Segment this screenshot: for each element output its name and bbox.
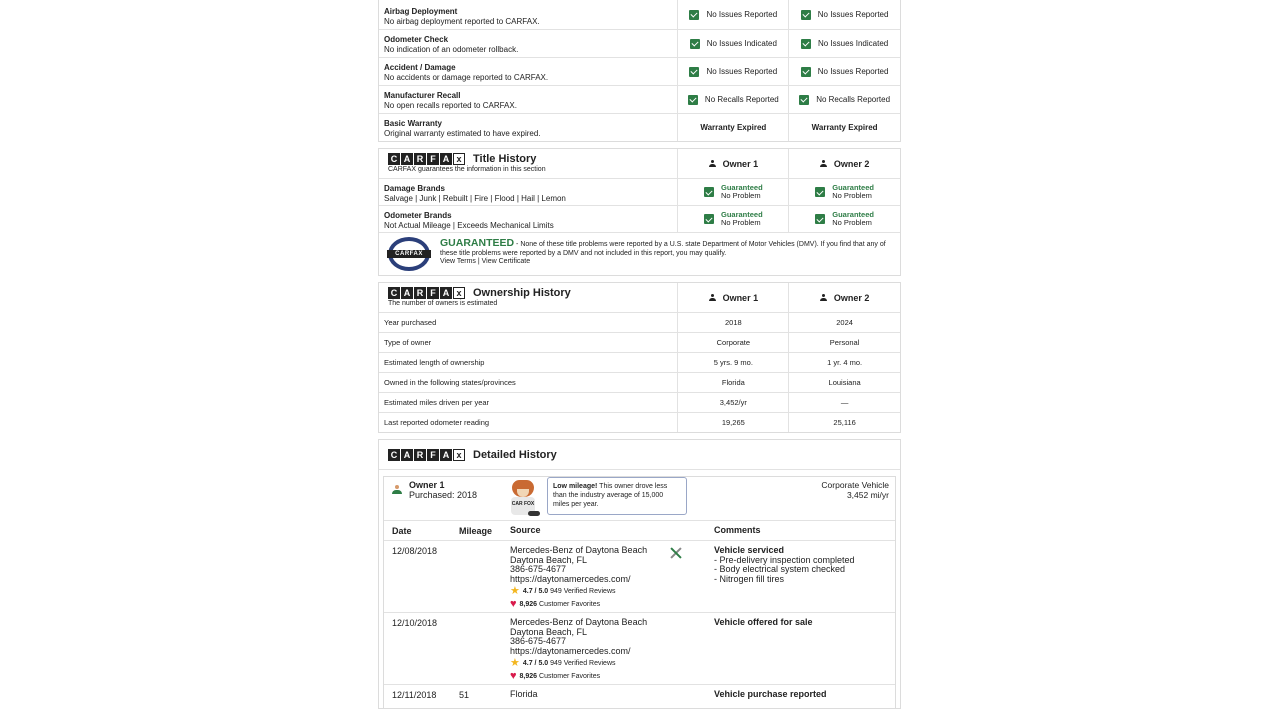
favorites-label: Customer Favorites <box>539 672 601 680</box>
logo-letter: C <box>388 153 400 165</box>
status-text: Warranty Expired <box>811 123 878 132</box>
check-row-airbag <box>379 0 900 30</box>
logo-letter: A <box>440 287 452 299</box>
ownership-row <box>379 413 900 432</box>
record-date: 12/11/2018 <box>392 690 437 700</box>
comment-item: - Nitrogen fill tires <box>714 573 785 584</box>
owner2-header <box>789 149 900 178</box>
mascot-shirt: CAR FOX <box>511 497 535 515</box>
favorites-count: 8,926 <box>519 672 538 680</box>
owner2-guarantee <box>789 179 900 205</box>
logo-letter: F <box>427 153 439 165</box>
owner1-status <box>678 30 789 57</box>
verified-reviews-link[interactable]: 949 Verified Reviews <box>550 588 616 595</box>
history-record <box>384 684 895 709</box>
status-text: No Recalls Reported <box>704 95 779 104</box>
record-date: 12/10/2018 <box>392 618 438 628</box>
owner1-value: Corporate <box>678 333 789 352</box>
logo-letter: A <box>401 287 413 299</box>
badge-text: CARFAX <box>387 250 431 258</box>
owner2-status <box>789 86 900 113</box>
dealer-name: Mercedes-Benz of Daytona Beach <box>510 545 648 555</box>
history-record <box>384 540 895 612</box>
status-text: No Issues Reported <box>817 67 889 76</box>
owner1-value: 5 yrs. 9 mo. <box>678 353 789 372</box>
status-text: No Issues Reported <box>706 67 778 76</box>
logo-letter: R <box>414 287 426 299</box>
checkmark-icon <box>801 10 811 20</box>
status-text: No Issues Reported <box>706 10 778 19</box>
favorites-label: Customer Favorites <box>539 600 601 608</box>
logo-letter: x <box>453 153 465 165</box>
history-record <box>384 612 895 684</box>
carfax-logo <box>388 449 465 461</box>
carfax-guarantee-badge <box>388 237 430 271</box>
ownership-history-section <box>378 282 901 433</box>
comment-title: Vehicle offered for sale <box>714 617 813 627</box>
record-date: 12/08/2018 <box>392 546 438 556</box>
guaranteed-label: Guaranteed <box>832 182 874 192</box>
logo-letter: A <box>401 449 413 461</box>
owner-type: Corporate Vehicle <box>821 480 889 490</box>
owner1-header <box>678 283 789 312</box>
link-separator: | <box>475 258 482 265</box>
owner1-guarantee <box>678 206 789 232</box>
detailed-history-header <box>379 440 900 470</box>
no-problem-label: No Problem <box>832 191 872 200</box>
record-mileage <box>459 541 510 612</box>
checkmark-icon <box>815 187 825 197</box>
record-location: Florida <box>510 689 538 699</box>
row-label: Owned in the following states/provinces <box>379 373 678 392</box>
owner1-value: 3,452/yr <box>678 393 789 412</box>
dealer-name: Mercedes-Benz of Daytona Beach <box>510 617 648 627</box>
row-label: Last reported odometer reading <box>379 413 678 432</box>
report-page <box>378 0 901 709</box>
owner2-value: 2024 <box>836 318 853 327</box>
guaranteed-label: Guaranteed <box>832 209 874 219</box>
col-comments: Comments <box>714 525 761 535</box>
owner2-header <box>789 283 900 312</box>
status-text: No Issues Indicated <box>706 39 777 48</box>
logo-letter: x <box>453 287 465 299</box>
owner2-value: Personal <box>829 338 860 347</box>
checkmark-icon <box>689 67 699 77</box>
col-icon-spacer <box>674 521 714 540</box>
section-title: Ownership History <box>473 287 571 299</box>
owner2-value: Louisiana <box>828 378 861 387</box>
no-problem-label: No Problem <box>720 191 761 200</box>
owner1-value: 19,265 <box>678 413 789 432</box>
col-date: Date <box>392 526 412 536</box>
owner1-history-table <box>383 476 896 709</box>
owner2-value: 25,116 <box>833 418 856 427</box>
check-desc: No indication of an odometer rollback. <box>384 45 519 54</box>
guaranteed-label: Guaranteed <box>720 209 763 219</box>
owner2-guarantee <box>789 206 900 232</box>
owner1-guarantee <box>678 179 789 205</box>
guaranteed-heading: GUARANTEED <box>440 237 515 249</box>
row-label: Year purchased <box>379 313 678 332</box>
checkmark-icon <box>704 214 714 224</box>
person-icon <box>709 160 716 167</box>
record-comments <box>714 613 895 684</box>
checkmark-icon <box>689 10 699 20</box>
guaranteed-label: Guaranteed <box>720 182 763 192</box>
row-title: Odometer Brands <box>384 211 452 220</box>
carfax-logo <box>388 153 465 165</box>
purchased-year: Purchased: 2018 <box>409 490 478 500</box>
service-wrench-icon <box>669 546 683 560</box>
dealer-phone: 386-675-4677 <box>510 564 567 574</box>
check-desc: No accidents or damage reported to CARFAX. <box>384 73 549 82</box>
section-title: Detailed History <box>473 448 557 461</box>
ownership-row <box>379 373 900 393</box>
owner-rate: 3,452 mi/yr <box>846 490 889 500</box>
dealer-rating: 4.7 / 5.0 <box>522 660 549 667</box>
record-comments <box>714 685 895 709</box>
owner1-header <box>678 149 789 178</box>
owner-name: Owner 1 <box>409 480 445 490</box>
title-history-section <box>378 148 901 276</box>
owner1-status <box>678 114 789 141</box>
ownership-row <box>379 393 900 413</box>
owner2-status <box>789 30 900 57</box>
logo-letter: A <box>401 153 413 165</box>
owner-label: Owner 2 <box>833 158 870 169</box>
detailed-history-section <box>378 439 901 709</box>
dealer-location: Daytona Beach, FL <box>510 626 588 637</box>
owner1-value: 2018 <box>678 313 789 332</box>
owner1-status <box>678 0 789 29</box>
owner2-value: — <box>840 398 849 407</box>
check-row-warranty <box>379 114 900 141</box>
col-mileage: Mileage <box>459 526 493 536</box>
owner-label: Owner 1 <box>722 292 759 303</box>
tip-text: This owner drove less than the industry average of 15,000 miles per year. <box>553 483 668 508</box>
view-terms-link[interactable]: View Terms <box>440 258 476 265</box>
comment-title: Vehicle serviced <box>714 545 785 555</box>
status-text: Warranty Expired <box>700 123 767 132</box>
record-source <box>510 541 674 612</box>
logo-letter: F <box>427 449 439 461</box>
row-title: Damage Brands <box>384 184 445 193</box>
person-icon <box>709 294 716 301</box>
owner1-status <box>678 86 789 113</box>
dealer-website-link[interactable]: https://daytonamercedes.com/ <box>510 573 631 584</box>
check-title: Basic Warranty <box>384 119 442 128</box>
ownership-row <box>379 333 900 353</box>
dealer-location: Daytona Beach, FL <box>510 554 588 565</box>
row-desc: Not Actual Mileage | Exceeds Mechanical Limits <box>384 221 554 230</box>
logo-letter: C <box>388 287 400 299</box>
dealer-rating: 4.7 / 5.0 <box>522 588 549 595</box>
logo-letter: A <box>440 153 452 165</box>
section-subtitle: CARFAX guarantees the information in this section <box>388 166 546 173</box>
comment-title: Vehicle purchase reported <box>714 689 827 699</box>
dealer-phone: 386-675-4677 <box>510 636 567 646</box>
person-icon <box>820 160 827 167</box>
record-source <box>510 685 674 709</box>
check-title: Manufacturer Recall <box>384 91 461 100</box>
low-mileage-tip <box>547 477 687 515</box>
section-title: Title History <box>473 153 537 165</box>
check-desc: No open recalls reported to CARFAX. <box>384 101 517 110</box>
title-row-damage-brands <box>379 179 900 206</box>
person-icon <box>820 294 827 301</box>
owner1-status <box>678 58 789 85</box>
history-checks-table <box>378 0 901 142</box>
comment-item: - Pre-delivery inspection completed <box>714 554 855 565</box>
checkmark-icon <box>799 95 809 105</box>
guarantee-banner <box>379 233 900 275</box>
section-subtitle: The number of owners is estimated <box>388 300 498 307</box>
title-row-odometer-brands <box>379 206 900 233</box>
checkmark-icon <box>801 39 811 49</box>
logo-letter: C <box>388 449 400 461</box>
checkmark-icon <box>690 39 700 49</box>
owner2-status <box>789 0 900 29</box>
owner-summary <box>384 477 895 520</box>
record-comments <box>714 541 895 612</box>
status-text: No Issues Reported <box>817 10 889 19</box>
owner-person-icon <box>392 485 401 494</box>
logo-letter: F <box>427 287 439 299</box>
no-problem-label: No Problem <box>720 218 761 227</box>
star-icon: ★ <box>510 657 520 669</box>
checkmark-icon <box>801 67 811 77</box>
view-certificate-link[interactable]: View Certificate <box>481 258 531 265</box>
owner1-value: Florida <box>678 373 789 392</box>
dealer-website-link[interactable]: https://daytonamercedes.com/ <box>510 645 631 656</box>
record-source <box>510 613 674 684</box>
col-source: Source <box>510 525 541 535</box>
heart-icon: ♥ <box>510 597 517 610</box>
status-text: No Recalls Reported <box>816 95 891 104</box>
row-label: Estimated length of ownership <box>379 353 678 372</box>
record-mileage: 51 <box>459 690 470 700</box>
logo-letter: x <box>453 449 465 461</box>
ownership-row <box>379 353 900 373</box>
row-label: Type of owner <box>379 333 678 352</box>
favorites-count: 8,926 <box>519 600 538 608</box>
check-desc: No airbag deployment reported to CARFAX. <box>384 17 540 26</box>
ownership-row <box>379 313 900 333</box>
owner2-value: 1 yr. 4 mo. <box>827 358 863 367</box>
history-table-header <box>384 520 895 540</box>
owner2-status <box>789 58 900 85</box>
comment-item: - Body electrical system checked <box>714 564 846 574</box>
guarantee-text: - None of these title problems were reported by a U.S. state Department of Motor Vehicles (DMV). If you find that any of these title problems were reported by a DMV and not included in this report, you may qualify. <box>440 241 886 257</box>
verified-reviews-link[interactable]: 949 Verified Reviews <box>550 660 616 667</box>
checkmark-icon <box>704 187 714 197</box>
check-title: Odometer Check <box>384 35 449 44</box>
check-row-recall <box>379 86 900 114</box>
record-mileage <box>459 613 510 684</box>
check-row-odometer <box>379 30 900 58</box>
logo-letter: R <box>414 153 426 165</box>
title-history-header <box>379 149 900 179</box>
star-icon: ★ <box>510 585 520 597</box>
row-label: Estimated miles driven per year <box>379 393 678 412</box>
checkmark-icon <box>815 214 825 224</box>
check-title: Accident / Damage <box>384 63 456 72</box>
carfox-mascot <box>506 480 540 518</box>
owner-label: Owner 2 <box>833 292 870 303</box>
heart-icon: ♥ <box>510 669 517 682</box>
check-desc: Original warranty estimated to have expired. <box>384 129 541 138</box>
check-row-accident <box>379 58 900 86</box>
status-text: No Issues Indicated <box>817 39 889 48</box>
owner-label: Owner 1 <box>722 158 759 169</box>
logo-letter: A <box>440 449 452 461</box>
carfax-logo <box>388 287 465 299</box>
logo-letter: R <box>414 449 426 461</box>
no-problem-label: No Problem <box>832 218 872 227</box>
ownership-history-header <box>379 283 900 313</box>
check-title: Airbag Deployment <box>384 7 458 16</box>
row-desc: Salvage | Junk | Rebuilt | Fire | Flood | Hail | Lemon <box>384 194 566 203</box>
checkmark-icon <box>688 95 698 105</box>
tip-heading: Low mileage! <box>553 483 598 490</box>
owner2-status <box>789 114 900 141</box>
